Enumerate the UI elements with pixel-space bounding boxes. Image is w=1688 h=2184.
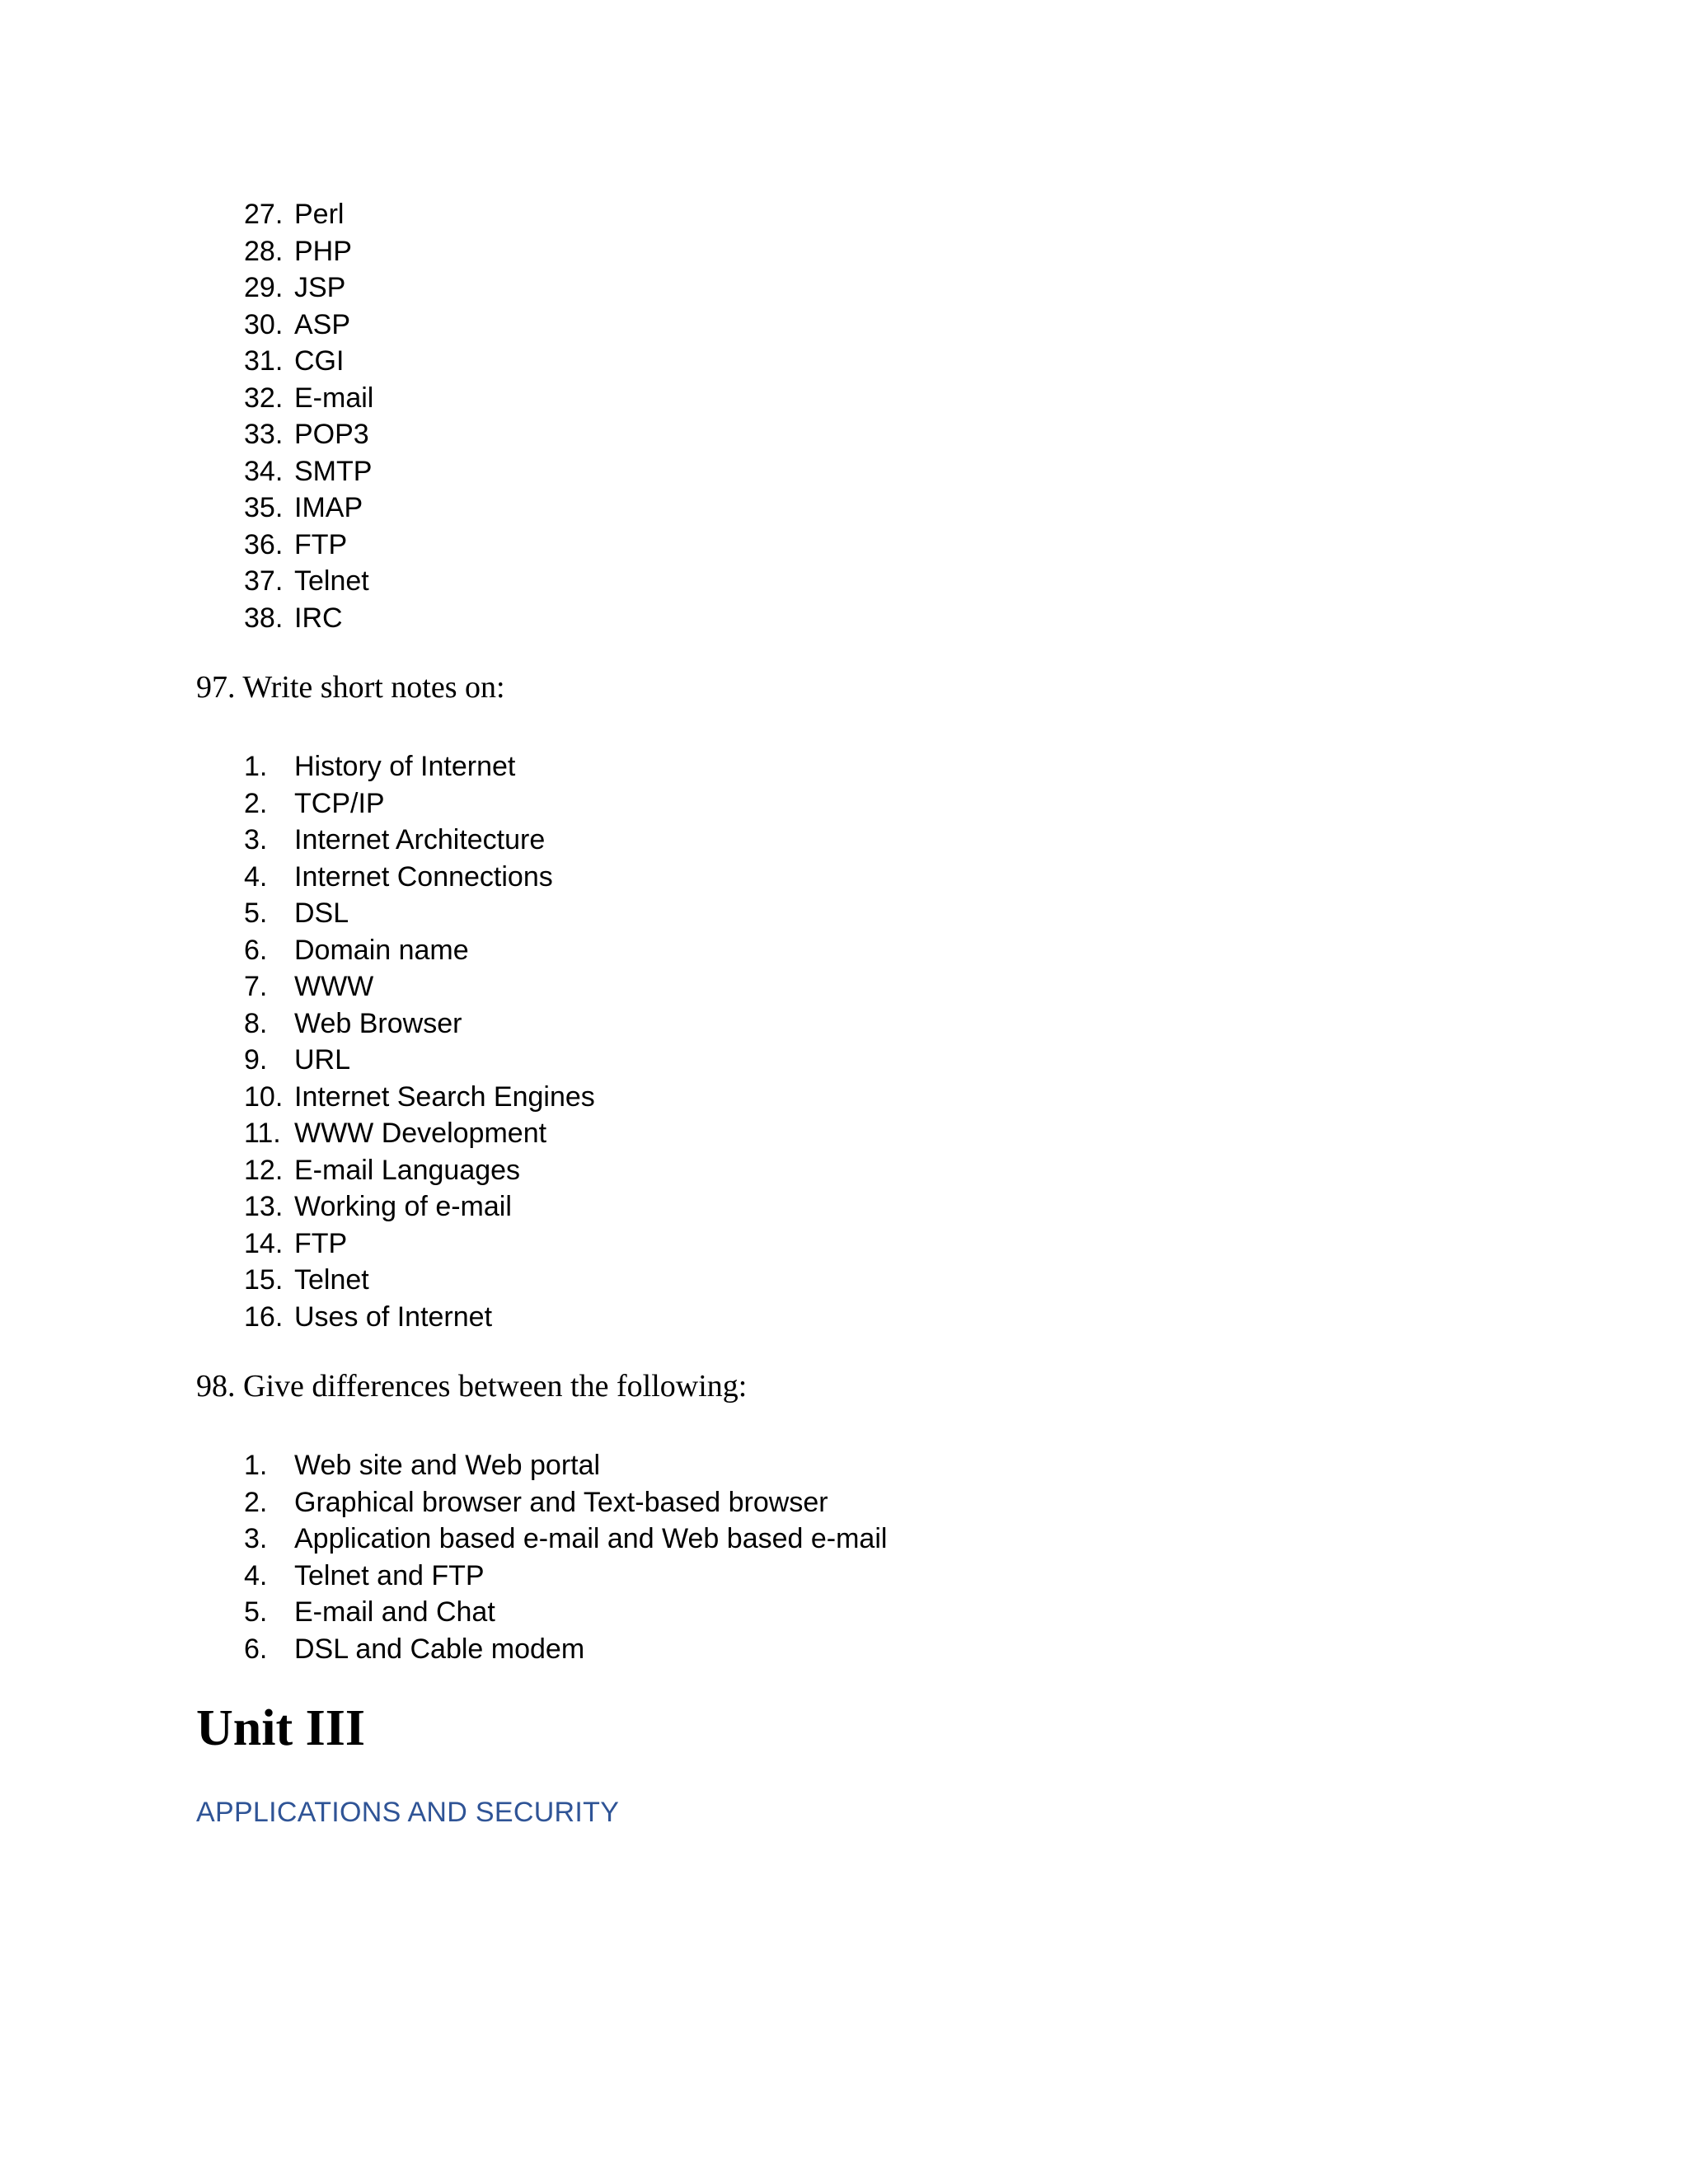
list-item-text: Graphical browser and Text-based browser <box>294 1486 828 1518</box>
list-item-number: 2. <box>244 1486 268 1518</box>
list-item-number: 4. <box>244 1559 268 1591</box>
list-item-number: 29. <box>244 272 284 303</box>
unit-heading: Unit III <box>196 1700 366 1756</box>
question-97-title: 97. Write short notes on: <box>196 670 505 705</box>
list-item-text: Working of e-mail <box>294 1191 512 1222</box>
list-item-text: ASP <box>294 308 351 340</box>
list-item-number: 34. <box>244 455 284 487</box>
list-item-number: 13. <box>244 1191 284 1222</box>
list-item-text: CGI <box>294 345 345 377</box>
list-item-number: 6. <box>244 934 268 966</box>
unit-subheading: APPLICATIONS AND SECURITY <box>196 1797 620 1828</box>
list-item-text: Application based e-mail and Web based e-mail <box>294 1523 888 1554</box>
list-item-text: Telnet <box>294 1264 369 1296</box>
list-item-text: IRC <box>294 602 343 634</box>
list-item-number: 1. <box>244 1450 268 1481</box>
list-item-number: 32. <box>244 382 284 414</box>
list-item-text: Web site and Web portal <box>294 1450 601 1481</box>
list-item-number: 37. <box>244 565 284 597</box>
list-item-number: 35. <box>244 492 284 523</box>
list-item-text: Telnet and FTP <box>294 1559 485 1591</box>
list-item-number: 7. <box>244 971 268 1002</box>
list-item-number: 3. <box>244 1523 268 1554</box>
list-item-text: Perl <box>294 199 345 230</box>
list-item-number: 3. <box>244 824 268 855</box>
list-item-text: PHP <box>294 235 352 267</box>
list-item-text: E-mail and Chat <box>294 1596 495 1628</box>
list-item-number: 9. <box>244 1044 268 1076</box>
list-item-number: 14. <box>244 1227 284 1259</box>
list-item-number: 31. <box>244 345 284 377</box>
list-item-text: E-mail <box>294 382 374 414</box>
list-item-number: 5. <box>244 898 268 929</box>
list-item-number: 33. <box>244 419 284 450</box>
list-item-text: FTP <box>294 1227 348 1259</box>
list-item-text: WWW <box>294 971 374 1002</box>
list-item-number: 4. <box>244 860 268 893</box>
list-item-text: TCP/IP <box>294 787 385 819</box>
list-item-text: IMAP <box>294 492 363 523</box>
list-item-text: Internet Search Engines <box>294 1080 595 1113</box>
list-item-text: SMTP <box>294 455 373 487</box>
list-item-text: History of Internet <box>294 751 516 782</box>
list-item-number: 28. <box>244 235 284 267</box>
list-item-text: FTP <box>294 528 348 560</box>
list-item-number: 38. <box>244 602 284 634</box>
list-item-number: 10. <box>244 1080 284 1113</box>
list-item-number: 5. <box>244 1596 268 1628</box>
list-item-number: 27. <box>244 199 284 230</box>
list-item-text: Internet Connections <box>294 860 553 893</box>
list-item-text: JSP <box>294 272 346 303</box>
list-item-number: 11. <box>244 1118 281 1149</box>
list-item-number: 2. <box>244 787 268 819</box>
list-item-number: 36. <box>244 528 284 560</box>
list-item-number: 15. <box>244 1264 284 1296</box>
list-item-number: 16. <box>244 1301 284 1333</box>
list-item-number: 8. <box>244 1007 268 1039</box>
list-item-text: POP3 <box>294 419 369 450</box>
list-item-number: 6. <box>244 1633 268 1665</box>
list-item-text: E-mail Languages <box>294 1154 521 1186</box>
list-item-number: 1. <box>244 751 268 782</box>
list-item-text: Uses of Internet <box>294 1301 493 1333</box>
list-item-text: URL <box>294 1044 351 1076</box>
list-item-text: Web Browser <box>294 1007 462 1039</box>
question-98-title: 98. Give differences between the following: <box>196 1369 748 1404</box>
list-item-number: 12. <box>244 1154 284 1186</box>
list-item-number: 30. <box>244 308 284 340</box>
list-item-text: Domain name <box>294 934 469 966</box>
list-item-text: Telnet <box>294 565 369 597</box>
list-item-text: WWW Development <box>294 1118 547 1149</box>
list-item-text: Internet Architecture <box>294 824 546 855</box>
list-item-text: DSL <box>294 898 349 929</box>
list-item-text: DSL and Cable modem <box>294 1633 585 1665</box>
